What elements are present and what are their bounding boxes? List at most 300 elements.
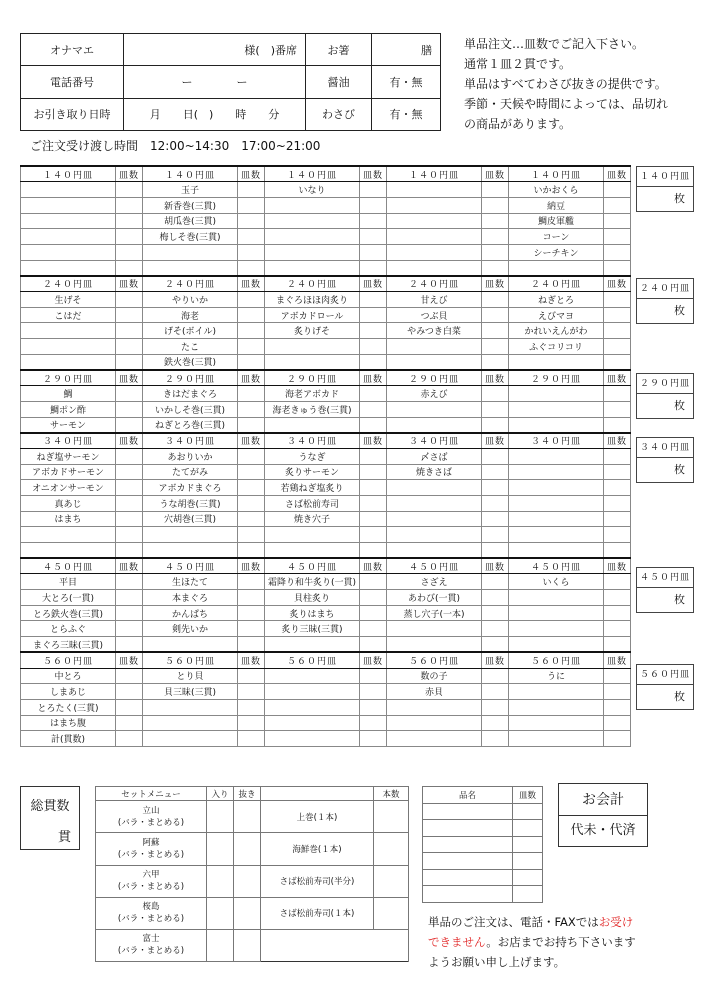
plate-count-cell[interactable] — [360, 197, 387, 213]
menu-item: ふぐコリコリ — [509, 339, 604, 355]
customer-info-table — [20, 33, 441, 131]
menu-item: こはだ — [21, 307, 116, 323]
extra-item-count[interactable] — [513, 820, 543, 837]
set-nuki-cell[interactable] — [234, 929, 261, 961]
plate-price-header: ２４０円皿 — [143, 276, 238, 292]
set-nuki-cell[interactable] — [234, 897, 261, 929]
plate-count-header: 皿数 — [482, 370, 509, 386]
plate-count-cell[interactable] — [238, 543, 265, 559]
plate-count-header: 皿数 — [116, 370, 143, 386]
plate-count-cell[interactable] — [238, 182, 265, 198]
plate-summary-box[interactable] — [636, 664, 694, 710]
plate-count-cell[interactable] — [482, 511, 509, 527]
plate-count-cell[interactable] — [604, 699, 631, 715]
plate-count-cell[interactable] — [116, 590, 143, 606]
plate-count-cell[interactable] — [482, 590, 509, 606]
menu-item — [509, 354, 604, 370]
name-field[interactable]: 様( )番席 — [124, 34, 306, 66]
plate-count-cell[interactable] — [238, 511, 265, 527]
plate-count-cell[interactable] — [238, 464, 265, 480]
plate-count-cell[interactable] — [238, 229, 265, 245]
menu-item — [509, 527, 604, 543]
roll-count-cell[interactable] — [374, 833, 409, 865]
menu-row — [21, 417, 631, 433]
plate-count-cell[interactable] — [482, 684, 509, 700]
plate-count-cell[interactable] — [116, 307, 143, 323]
set-in-cell[interactable] — [207, 801, 234, 833]
plate-count-cell[interactable] — [238, 448, 265, 464]
plate-count-cell[interactable] — [604, 182, 631, 198]
payment-box — [558, 783, 648, 847]
menu-item — [509, 480, 604, 496]
menu-item — [21, 527, 116, 543]
plate-count-cell[interactable] — [482, 715, 509, 731]
plate-count-cell[interactable] — [604, 292, 631, 308]
plate-count-cell[interactable] — [482, 244, 509, 260]
total-cell[interactable] — [360, 731, 387, 747]
menu-item — [509, 511, 604, 527]
item-count-header: 皿数 — [513, 787, 543, 804]
plate-count-cell[interactable] — [238, 213, 265, 229]
plate-count-cell[interactable] — [604, 386, 631, 402]
plate-count-cell[interactable] — [360, 637, 387, 653]
plate-count-cell[interactable] — [604, 244, 631, 260]
plate-count-cell[interactable] — [482, 401, 509, 417]
plate-count-cell[interactable] — [360, 417, 387, 433]
menu-item — [265, 715, 360, 731]
chopsticks-field[interactable]: 膳 — [372, 34, 441, 66]
plate-count-cell[interactable] — [238, 480, 265, 496]
soy-label: 醤油 — [306, 66, 372, 98]
plate-count-cell[interactable] — [238, 401, 265, 417]
plate-count-cell[interactable] — [116, 543, 143, 559]
plate-count-cell[interactable] — [604, 715, 631, 731]
plate-count-cell[interactable] — [116, 637, 143, 653]
plate-count-header: 皿数 — [482, 433, 509, 449]
menu-row — [21, 495, 631, 511]
menu-item: 赤貝 — [387, 684, 482, 700]
plate-count-cell[interactable] — [604, 527, 631, 543]
extra-item-name[interactable] — [423, 853, 513, 870]
plate-count-cell[interactable] — [238, 699, 265, 715]
menu-item: オニオンサーモン — [21, 480, 116, 496]
menu-item — [387, 229, 482, 245]
menu-item — [509, 417, 604, 433]
plate-count-cell[interactable] — [238, 715, 265, 731]
roll-count-cell[interactable] — [374, 929, 409, 961]
total-cell[interactable] — [604, 731, 631, 747]
roll-count-cell[interactable] — [374, 865, 409, 897]
menu-item — [21, 339, 116, 355]
plate-count-cell[interactable] — [482, 307, 509, 323]
total-cell[interactable] — [143, 731, 238, 747]
plate-count-cell[interactable] — [604, 354, 631, 370]
menu-item: 貝柱炙り — [265, 590, 360, 606]
menu-row — [21, 197, 631, 213]
plate-count-cell[interactable] — [238, 354, 265, 370]
total-row — [21, 731, 631, 747]
plate-count-cell[interactable] — [604, 590, 631, 606]
menu-item — [509, 637, 604, 653]
plate-count-cell[interactable] — [360, 699, 387, 715]
set-nuki-cell[interactable] — [234, 833, 261, 865]
plate-count-cell[interactable] — [482, 213, 509, 229]
plate-count-cell[interactable] — [482, 668, 509, 684]
menu-item: とらふぐ — [21, 621, 116, 637]
plate-count-cell[interactable] — [360, 213, 387, 229]
plate-count-cell[interactable] — [604, 637, 631, 653]
menu-item — [387, 244, 482, 260]
menu-row — [21, 401, 631, 417]
wasabi-choice[interactable]: 有・無 — [372, 98, 441, 130]
plate-count-header: 皿数 — [360, 166, 387, 182]
plate-count-cell[interactable] — [482, 260, 509, 276]
plate-count-cell[interactable] — [482, 386, 509, 402]
plate-count-cell[interactable] — [482, 448, 509, 464]
extra-item-name[interactable] — [423, 869, 513, 886]
plate-count-cell[interactable] — [604, 229, 631, 245]
plate-count-cell[interactable] — [360, 574, 387, 590]
plate-count-cell[interactable] — [116, 401, 143, 417]
plate-count-cell[interactable] — [482, 354, 509, 370]
plate-count-cell[interactable] — [604, 307, 631, 323]
plate-count-cell[interactable] — [360, 684, 387, 700]
plate-summary-box[interactable] — [636, 373, 694, 419]
plate-count-cell[interactable] — [482, 464, 509, 480]
plate-price-header: ５６０円皿 — [143, 652, 238, 668]
set-nuki-cell[interactable] — [234, 865, 261, 897]
plate-count-cell[interactable] — [116, 213, 143, 229]
menu-item: たこ — [143, 339, 238, 355]
plate-price-header: ２９０円皿 — [265, 370, 360, 386]
plate-count-cell[interactable] — [116, 292, 143, 308]
plate-count-cell[interactable] — [116, 495, 143, 511]
plate-price-header: ２９０円皿 — [143, 370, 238, 386]
plate-count-cell[interactable] — [360, 621, 387, 637]
set-nuki-header: 抜き — [234, 787, 261, 801]
plate-count-cell[interactable] — [482, 480, 509, 496]
extra-item-count[interactable] — [513, 836, 543, 853]
plate-count-cell[interactable] — [360, 448, 387, 464]
plate-count-cell[interactable] — [116, 684, 143, 700]
menu-item: かんぱち — [143, 605, 238, 621]
note-line: 季節・天候や時間によっては、品切れ — [464, 97, 669, 111]
total-cell[interactable] — [509, 731, 604, 747]
menu-row — [21, 590, 631, 606]
plate-count-cell[interactable] — [482, 699, 509, 715]
plate-count-cell[interactable] — [238, 386, 265, 402]
total-pieces-unit: 貫 — [57, 830, 71, 845]
plate-count-cell[interactable] — [238, 417, 265, 433]
plate-count-cell[interactable] — [604, 605, 631, 621]
roll-name-header — [261, 787, 374, 801]
plate-count-cell[interactable] — [116, 527, 143, 543]
summary-plate-label: ２４０円皿 — [637, 279, 693, 299]
plate-count-cell[interactable] — [238, 684, 265, 700]
menu-row — [21, 543, 631, 559]
plate-count-cell[interactable] — [360, 292, 387, 308]
plate-count-cell[interactable] — [604, 621, 631, 637]
plate-count-cell[interactable] — [604, 495, 631, 511]
total-cell[interactable] — [238, 731, 265, 747]
extra-item-count[interactable] — [513, 853, 543, 870]
menu-item — [387, 495, 482, 511]
extra-item-row — [423, 853, 543, 870]
plate-count-cell[interactable] — [116, 464, 143, 480]
plate-count-cell[interactable] — [116, 605, 143, 621]
plate-count-cell[interactable] — [482, 574, 509, 590]
footnote-text: 。お店までお持ち下さいます — [486, 935, 636, 949]
plate-count-cell[interactable] — [238, 527, 265, 543]
menu-item — [387, 213, 482, 229]
plate-count-cell[interactable] — [238, 605, 265, 621]
plate-count-cell[interactable] — [116, 260, 143, 276]
menu-item: 平目 — [21, 574, 116, 590]
extra-item-count[interactable] — [513, 886, 543, 903]
plate-count-cell[interactable] — [116, 448, 143, 464]
menu-item — [21, 182, 116, 198]
plate-count-cell[interactable] — [360, 668, 387, 684]
extra-item-name[interactable] — [423, 803, 513, 820]
plate-count-cell[interactable] — [116, 354, 143, 370]
menu-item — [265, 229, 360, 245]
plate-count-cell[interactable] — [360, 480, 387, 496]
extra-item-name[interactable] — [423, 886, 513, 903]
menu-item: えびマヨ — [509, 307, 604, 323]
menu-row — [21, 386, 631, 402]
menu-item: 〆さば — [387, 448, 482, 464]
plate-count-cell[interactable] — [604, 511, 631, 527]
menu-item — [265, 197, 360, 213]
plate-count-cell[interactable] — [360, 386, 387, 402]
plate-summary-box[interactable] — [636, 166, 694, 212]
plate-count-cell[interactable] — [604, 260, 631, 276]
item-name-header: 品名 — [423, 787, 513, 804]
plate-count-cell[interactable] — [238, 339, 265, 355]
menu-row — [21, 684, 631, 700]
menu-item — [387, 401, 482, 417]
plate-count-cell[interactable] — [604, 668, 631, 684]
plate-count-cell[interactable] — [604, 574, 631, 590]
plate-count-cell[interactable] — [360, 605, 387, 621]
plate-count-cell[interactable] — [482, 292, 509, 308]
plate-count-cell[interactable] — [238, 260, 265, 276]
plate-count-cell[interactable] — [238, 621, 265, 637]
plate-count-header: 皿数 — [238, 370, 265, 386]
set-option[interactable]: (バラ・まとめる) — [117, 914, 185, 925]
phone-field[interactable]: ー ー — [124, 66, 306, 98]
plate-count-cell[interactable] — [360, 590, 387, 606]
plate-count-cell[interactable] — [604, 543, 631, 559]
menu-item: とり貝 — [143, 668, 238, 684]
plate-count-cell[interactable] — [482, 621, 509, 637]
set-option[interactable]: (バラ・まとめる) — [117, 849, 185, 860]
plate-count-cell[interactable] — [482, 527, 509, 543]
menu-item: はまち — [21, 511, 116, 527]
plate-count-cell[interactable] — [116, 511, 143, 527]
set-title: 阿蘇 — [142, 837, 160, 848]
plate-count-cell[interactable] — [604, 197, 631, 213]
menu-row — [21, 480, 631, 496]
plate-price-header: ４５０円皿 — [265, 558, 360, 574]
plate-count-cell[interactable] — [482, 543, 509, 559]
plate-count-cell[interactable] — [360, 307, 387, 323]
plate-count-cell[interactable] — [604, 448, 631, 464]
menu-item — [387, 621, 482, 637]
plate-count-cell[interactable] — [116, 386, 143, 402]
set-option[interactable]: (バラ・まとめる) — [117, 946, 185, 957]
menu-item — [143, 260, 238, 276]
menu-row — [21, 307, 631, 323]
plate-count-cell[interactable] — [238, 244, 265, 260]
plate-count-cell[interactable] — [604, 684, 631, 700]
set-in-cell[interactable] — [207, 833, 234, 865]
plate-count-cell[interactable] — [116, 244, 143, 260]
plate-count-cell[interactable] — [238, 323, 265, 339]
plate-count-cell[interactable] — [238, 637, 265, 653]
roll-name: 海鮮巻(１本) — [261, 833, 374, 865]
plate-count-cell[interactable] — [360, 244, 387, 260]
plate-count-cell[interactable] — [116, 668, 143, 684]
plate-count-cell[interactable] — [360, 260, 387, 276]
extra-item-count[interactable] — [513, 869, 543, 886]
plate-count-cell[interactable] — [116, 715, 143, 731]
plate-count-cell[interactable] — [604, 339, 631, 355]
plate-count-cell[interactable] — [360, 495, 387, 511]
plate-count-cell[interactable] — [482, 637, 509, 653]
total-cell[interactable] — [265, 731, 360, 747]
extra-item-name[interactable] — [423, 836, 513, 853]
menu-row — [21, 339, 631, 355]
menu-item — [265, 260, 360, 276]
menu-item — [387, 715, 482, 731]
plate-count-cell[interactable] — [604, 213, 631, 229]
plate-count-cell[interactable] — [116, 480, 143, 496]
set-option[interactable]: (バラ・まとめる) — [117, 817, 185, 828]
total-cell[interactable] — [482, 731, 509, 747]
plate-count-cell[interactable] — [360, 464, 387, 480]
plate-count-header: 皿数 — [604, 652, 631, 668]
menu-item — [265, 684, 360, 700]
plate-count-cell[interactable] — [482, 323, 509, 339]
plate-count-cell[interactable] — [360, 715, 387, 731]
plate-count-cell[interactable] — [604, 480, 631, 496]
plate-count-cell[interactable] — [238, 574, 265, 590]
extra-item-count[interactable] — [513, 803, 543, 820]
total-cell[interactable] — [116, 731, 143, 747]
menu-item: 蒸し穴子(一本) — [387, 605, 482, 621]
menu-item: たてがみ — [143, 464, 238, 480]
menu-item — [387, 527, 482, 543]
menu-item: げそ(ボイル) — [143, 323, 238, 339]
plate-count-cell[interactable] — [116, 417, 143, 433]
plate-count-cell[interactable] — [360, 401, 387, 417]
menu-item — [509, 605, 604, 621]
plate-count-cell[interactable] — [238, 197, 265, 213]
menu-item: 中とろ — [21, 668, 116, 684]
plate-count-cell[interactable] — [604, 401, 631, 417]
set-in-cell[interactable] — [207, 897, 234, 929]
plate-count-cell[interactable] — [360, 511, 387, 527]
plate-count-cell[interactable] — [116, 197, 143, 213]
menu-row — [21, 637, 631, 653]
plate-count-cell[interactable] — [238, 292, 265, 308]
total-pieces-box[interactable] — [20, 786, 80, 850]
plate-count-cell[interactable] — [116, 621, 143, 637]
plate-count-cell[interactable] — [360, 339, 387, 355]
menu-item: 生げそ — [21, 292, 116, 308]
menu-item — [143, 543, 238, 559]
plate-count-cell[interactable] — [482, 417, 509, 433]
plate-count-cell[interactable] — [604, 464, 631, 480]
set-option[interactable]: (バラ・まとめる) — [117, 882, 185, 893]
plate-count-cell[interactable] — [116, 323, 143, 339]
plate-price-header: ４５０円皿 — [21, 558, 116, 574]
plate-count-cell[interactable] — [360, 182, 387, 198]
pickup-field[interactable]: 月 日( ) 時 分 — [124, 98, 306, 130]
plate-count-cell[interactable] — [116, 574, 143, 590]
plate-price-header: ４５０円皿 — [387, 558, 482, 574]
plate-count-cell[interactable] — [116, 229, 143, 245]
plate-count-cell[interactable] — [238, 668, 265, 684]
plate-summary-box[interactable] — [636, 278, 694, 324]
plate-count-header: 皿数 — [238, 166, 265, 182]
plate-count-cell[interactable] — [238, 495, 265, 511]
roll-count-cell[interactable] — [374, 897, 409, 929]
plate-count-cell[interactable] — [116, 182, 143, 198]
menu-item: 炙りはまち — [265, 605, 360, 621]
set-in-cell[interactable] — [207, 865, 234, 897]
plate-count-cell[interactable] — [482, 182, 509, 198]
plate-count-cell[interactable] — [360, 543, 387, 559]
roll-count-cell[interactable] — [374, 801, 409, 833]
plate-count-cell[interactable] — [238, 307, 265, 323]
plate-summary-box[interactable] — [636, 437, 694, 483]
set-nuki-cell[interactable] — [234, 801, 261, 833]
plate-count-cell[interactable] — [360, 527, 387, 543]
menu-item — [509, 464, 604, 480]
set-in-cell[interactable] — [207, 929, 234, 961]
plate-count-header: 皿数 — [482, 558, 509, 574]
plate-count-cell[interactable] — [482, 339, 509, 355]
total-cell[interactable] — [387, 731, 482, 747]
pickup-hours: ご注文受け渡し時間 12:00~14:30 17:00~21:00 — [30, 139, 321, 153]
plate-count-cell[interactable] — [604, 323, 631, 339]
plate-count-cell[interactable] — [482, 495, 509, 511]
plate-count-cell[interactable] — [604, 417, 631, 433]
plate-count-cell[interactable] — [482, 229, 509, 245]
soy-choice[interactable]: 有・無 — [372, 66, 441, 98]
plate-count-cell[interactable] — [116, 699, 143, 715]
plate-count-header: 皿数 — [360, 276, 387, 292]
menu-item: 剣先いか — [143, 621, 238, 637]
payment-status[interactable]: 代未・代済 — [570, 823, 636, 838]
extra-item-name[interactable] — [423, 820, 513, 837]
menu-item — [143, 637, 238, 653]
menu-item — [265, 527, 360, 543]
plate-count-cell[interactable] — [116, 339, 143, 355]
plate-count-cell[interactable] — [360, 323, 387, 339]
plate-price-header: ２４０円皿 — [265, 276, 360, 292]
plate-count-cell[interactable] — [482, 605, 509, 621]
plate-count-cell[interactable] — [238, 590, 265, 606]
set-row — [96, 897, 409, 929]
set-title: 富士 — [142, 934, 160, 945]
plate-count-cell[interactable] — [482, 197, 509, 213]
plate-summary-box[interactable] — [636, 567, 694, 613]
plate-count-cell[interactable] — [360, 354, 387, 370]
plate-count-cell[interactable] — [360, 229, 387, 245]
